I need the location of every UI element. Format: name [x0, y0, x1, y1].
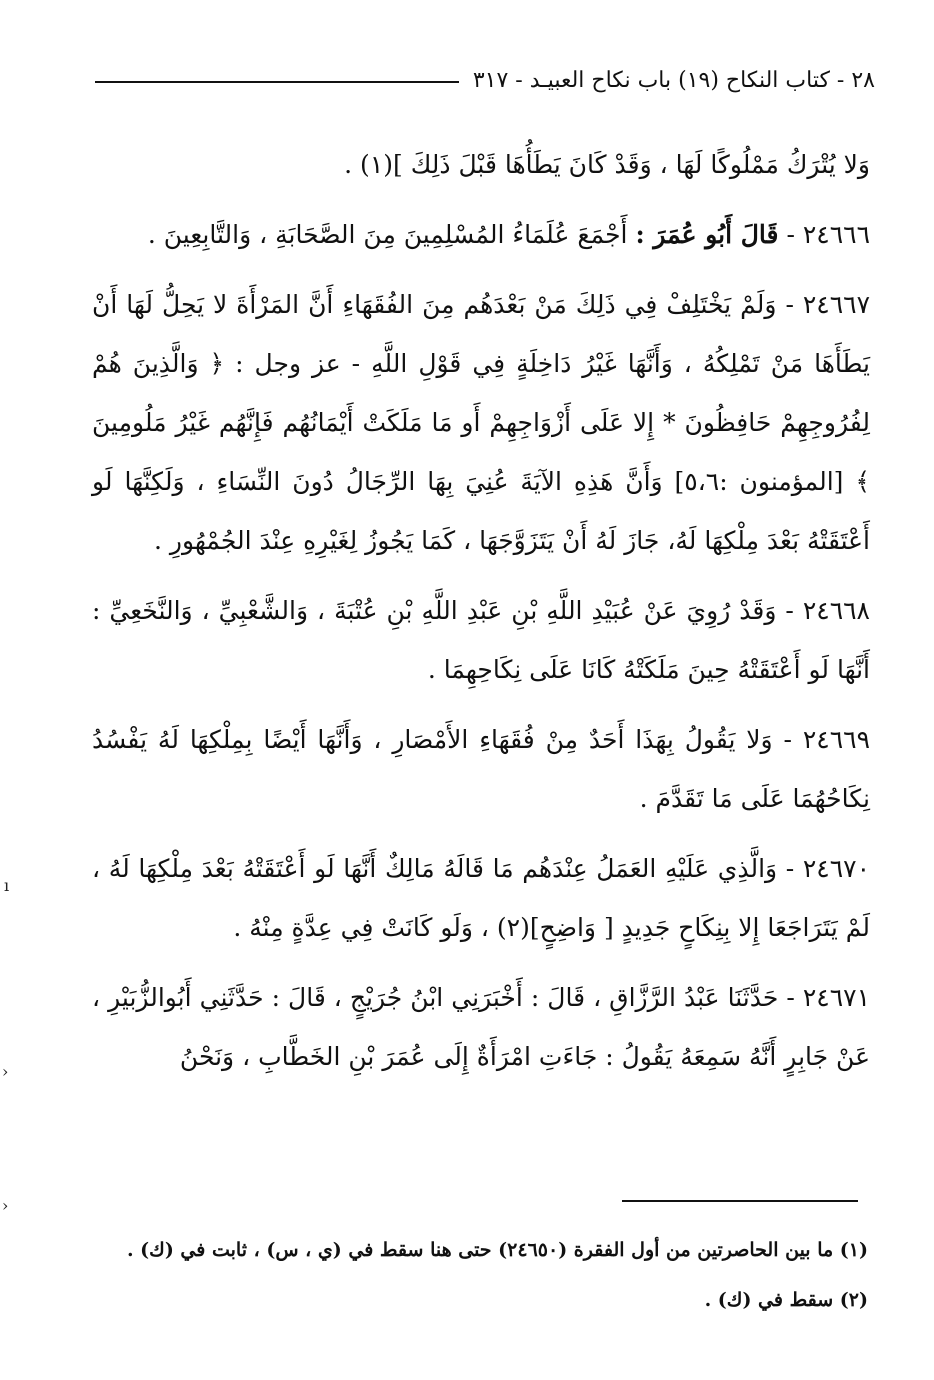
paragraph-number: ٢٤٦٦٨ - [785, 596, 870, 625]
paragraph [92, 710, 870, 828]
footnote: (٢) سقط في (ك) . [704, 1289, 868, 1311]
paragraph-text: وَلا يُتْرَكُ مَمْلُوكًا لَهَا ، وَقَدْ كَانَ يَطَأُهَا قَبْلَ ذَلِكَ ](١) . [344, 150, 870, 179]
paragraph-number: ٢٤٦٧١ - [786, 983, 870, 1012]
paragraph-number: ٢٤٦٦٦ - [786, 220, 870, 249]
paragraph [92, 135, 870, 194]
footnote: (١) ما بين الحاصرتين من أول الفقرة (٢٤٦٥٠) حتى هنا سقط في (ي ، س) ، ثابت في (ك) . [126, 1239, 868, 1261]
running-header [95, 62, 875, 98]
main-text [92, 135, 870, 1097]
paragraph-speaker: قَالَ أَبُو عُمَرَ : [635, 220, 779, 249]
running-title: ٢٨ - كتاب النكاح (١٩) باب نكاح العبيـد - ٣١٧ [472, 67, 875, 93]
paragraph-text: وَلَمْ يَخْتَلِفْ فِي ذَلِكَ مَنْ بَعْدَهُم مِنَ الفُقَهَاءِ أَنَّ المَرْأَةَ لا يَحِلُّ لَهَا أَنْ يَطَأَهَا مَنْ تَمْلِكُهُ ، وَأَنَّهَا غَيْرُ دَاخِلَةٍ فِي قَوْلِ اللَّهِ - عز وجل : ﴿ وَالَّذِينَ هُمْ لِفُرُوجِهِمْ حَافِظُونَ * إِلا عَلَى أَزْوَاجِهِمْ أَو مَا مَلَكَتْ أَيْمَانُهُم فَإِنَّهُم غَيْرُ مَلُومِينَ ﴾ [المؤمنون :٥،٦] وَأَنَّ هَذِهِ الآيَةَ عُنِيَ بِهَا الرِّجَالُ دُونَ النِّسَاءِ ، وَلَكِنَّهَا لَو أَعْتَقَتْهُ بَعْدَ مِلْكِهَا لَهُ، جَازَ لَهُ أَنْ يَتَزَوَّجَهَا ، كَمَا يَجُوزُ لِغَيْرِهِ عِنْدَ الجُمْهُورِ . [92, 290, 870, 555]
paragraph [92, 205, 870, 264]
paragraph-text: وَالَّذِي عَلَيْهِ العَمَلُ عِنْدَهُم مَا قَالَهُ مَالِكٌ أَنَّهَا لَو أَعْتَقَتْهُ بَعْدَ مِلْكِهَا لَهُ ، لَمْ يَتَرَاجَعَا إِلا بِنِكَاحٍ جَدِيدٍ [ وَاضِحٍ](٢) ، وَلَو كَانَتْ فِي عِدَّةٍ مِنْهُ . [92, 854, 870, 942]
paragraph-text: حَدَّثَنَا عَبْدُ الرَّزَّاقِ ، قَالَ : أَخْبَرَنِي ابْنُ جُرَيْجٍ ، قَالَ : حَدَّثَنِي أَبُوالزُّبَيْرِ ، عَنْ جَابِرٍ أَنَّهُ سَمِعَهُ يَقُولُ : جَاءَتِ امْرَأَةٌ إِلَى عُمَرَ بْنِ الخَطَّابِ ، وَنَحْنُ [92, 983, 870, 1071]
footnote-rule [622, 1200, 858, 1202]
paragraph-number: ٢٤٦٦٧ - [785, 290, 870, 319]
margin-mark: ‹ [2, 1196, 9, 1215]
paragraph [92, 275, 870, 570]
header-rule [95, 81, 459, 83]
paragraph-number: ٢٤٦٧٠ - [785, 854, 870, 883]
paragraph [92, 839, 870, 957]
footnotes [120, 1235, 868, 1335]
paragraph-text: أَجْمَعَ عُلَمَاءُ المُسْلِمِينَ مِنَ الصَّحَابَةِ ، وَالتَّابِعِينَ . [147, 220, 628, 249]
margin-mark: ı [4, 876, 10, 895]
paragraph-text: وَقَدْ رُوِيَ عَنْ عُبَيْدِ اللَّهِ بْنِ عَبْدِ اللَّهِ بْنِ عُتْبَةَ ، وَالشَّعْبِيِّ ، وَالنَّخَعِيِّ : أَنَّهَا لَو أَعْتَقَتْهُ حِينَ مَلَكَتْهُ كَانَا عَلَى نِكَاحِهِمَا . [92, 596, 870, 684]
paragraph-number: ٢٤٦٦٩ - [783, 725, 870, 754]
paragraph-text: وَلا يَقُولُ بِهَذَا أَحَدٌ مِنْ فُقَهَاءِ الأَمْصَارِ ، وَأَنَّهَا أَيْضًا بِمِلْكِهَا لَهُ يَفْسُدُ نِكَاحُهُمَا عَلَى مَا تَقَدَّمَ . [92, 725, 870, 813]
margin-mark: ‹ [2, 1062, 9, 1081]
paragraph [92, 581, 870, 699]
paragraph [92, 968, 870, 1086]
